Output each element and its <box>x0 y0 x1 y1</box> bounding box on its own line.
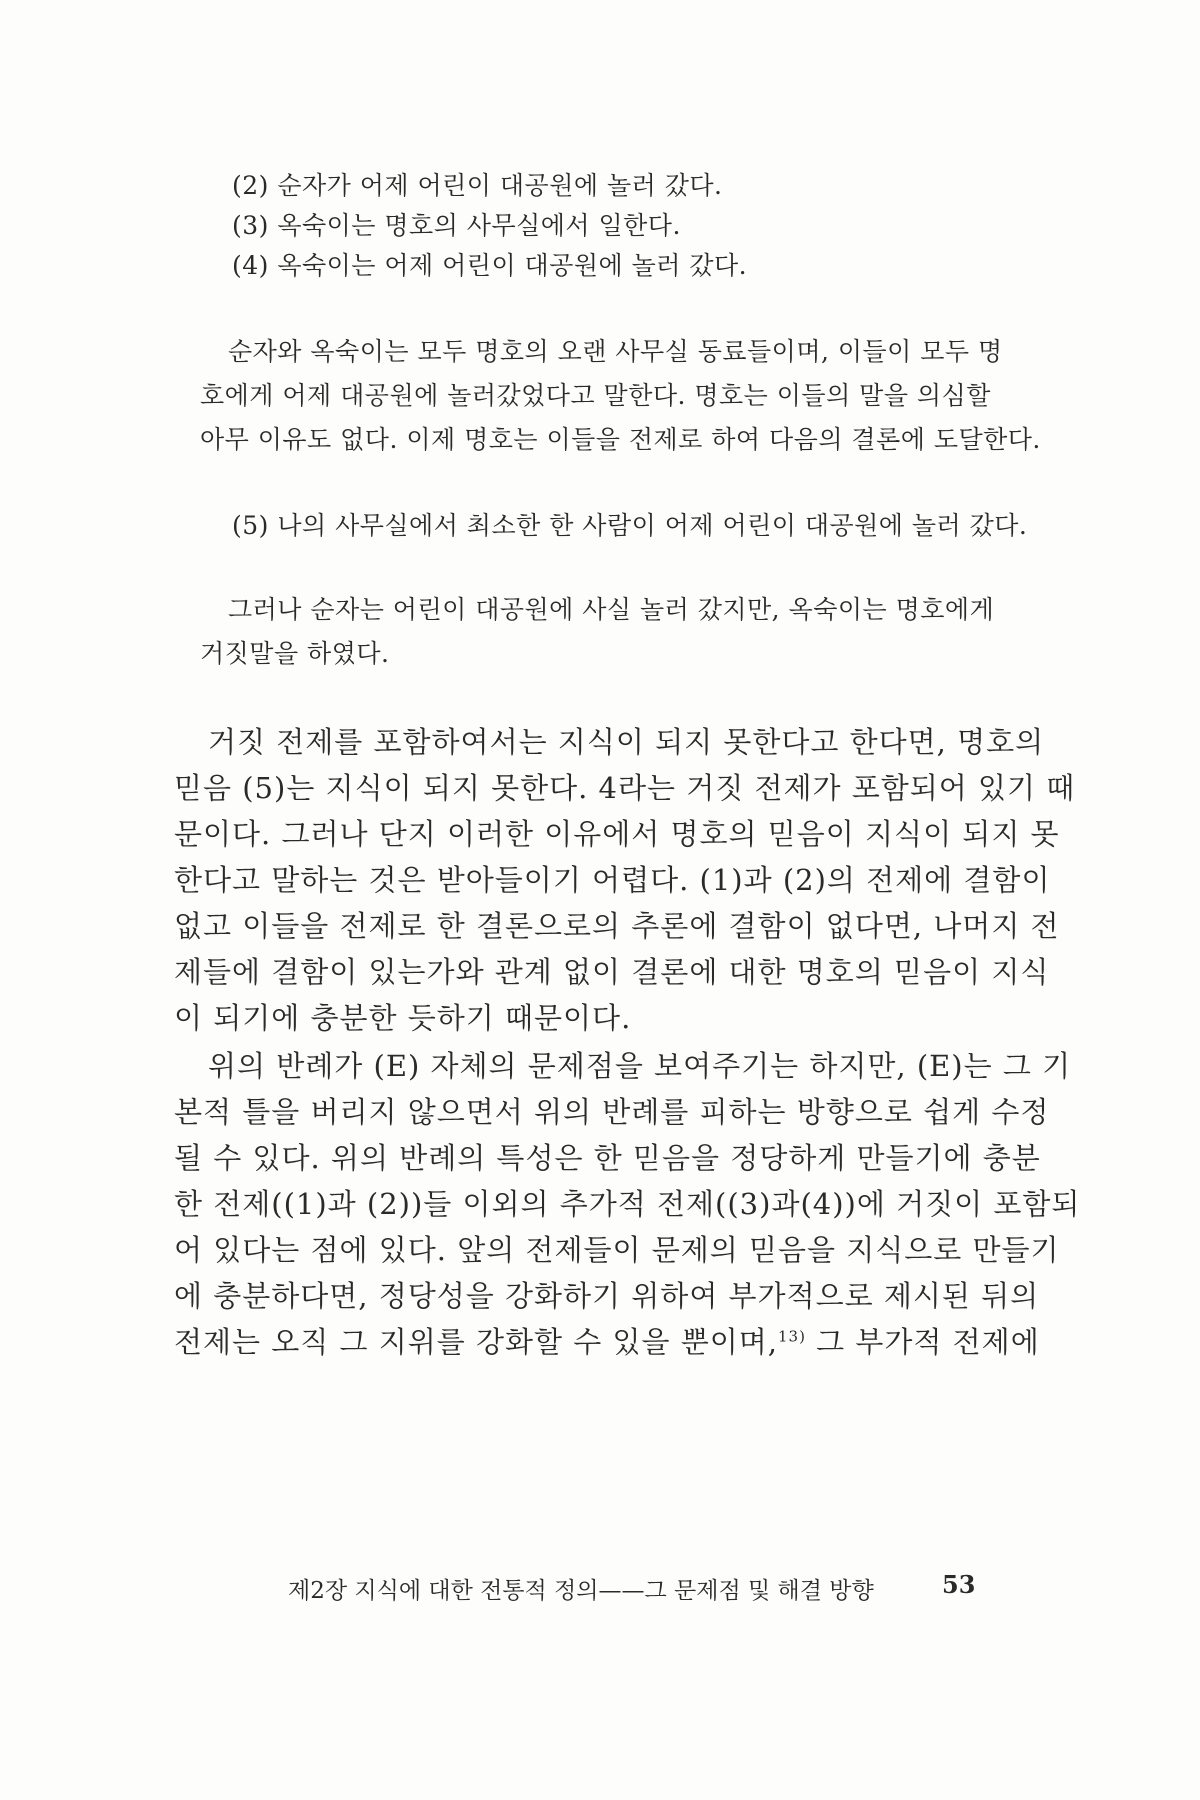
premise-3: (3) 옥숙이는 명호의 사무실에서 일한다. <box>232 211 681 240</box>
premise-4: (4) 옥숙이는 어제 어린이 대공원에 놀러 갔다. <box>232 251 748 280</box>
body-text-line: 없고 이들을 전제로 한 결론으로의 추론에 결함이 없다면, 나머지 전 <box>174 909 1060 943</box>
body-text-line: 될 수 있다. 위의 반례의 특성은 한 믿음을 정당하게 만들기에 충분 <box>174 1141 1041 1175</box>
body-text-line: 위의 반례가 (E) 자체의 문제점을 보여주기는 하지만, (E)는 그 기 <box>208 1049 1072 1083</box>
body-text-line: 에 충분하다면, 정당성을 강화하기 위하여 부가적으로 제시된 뒤의 <box>174 1279 1040 1313</box>
page-number: 53 <box>942 1570 976 1599</box>
footnote-reference[interactable]: 13) <box>778 1327 806 1346</box>
body-text-line: 제들에 결함이 있는가와 관계 없이 결론에 대한 명호의 믿음이 지식 <box>174 955 1050 989</box>
body-text-line <box>174 1320 1040 1361</box>
body-text-segment: 그 부가적 전제에 <box>805 1325 1040 1359</box>
body-text-line: 거짓 전제를 포함하여서는 지식이 되지 못한다고 한다면, 명호의 <box>208 725 1045 759</box>
conclusion-5: (5) 나의 사무실에서 최소한 한 사람이 어제 어린이 대공원에 놀러 갔다. <box>232 511 1028 540</box>
example-text-line: 호에게 어제 대공원에 놀러갔었다고 말한다. 명호는 이들의 말을 의심할 <box>200 381 991 410</box>
premise-2: (2) 순자가 어제 어린이 대공원에 놀러 갔다. <box>232 171 723 200</box>
example-text-line: 그러나 순자는 어린이 대공원에 사실 놀러 갔지만, 옥숙이는 명호에게 <box>228 595 995 624</box>
body-text-line: 한 전제((1)과 (2))들 이외의 추가적 전제((3)과(4))에 거짓이 포함되 <box>174 1187 1081 1221</box>
body-text-line: 문이다. 그러나 단지 이러한 이유에서 명호의 믿음이 지식이 되지 못 <box>174 817 1060 851</box>
body-text-line: 믿음 (5)는 지식이 되지 못한다. 4라는 거짓 전제가 포함되어 있기 때 <box>174 771 1076 805</box>
body-text-line: 본적 틀을 버리지 않으면서 위의 반례를 피하는 방향으로 쉽게 수정 <box>174 1095 1050 1129</box>
running-head: 제2장 지식에 대한 전통적 정의——그 문제점 및 해결 방향 <box>288 1578 874 1604</box>
example-text-line: 순자와 옥숙이는 모두 명호의 오랜 사무실 동료들이며, 이들이 모두 명 <box>228 337 1003 366</box>
body-text-line: 어 있다는 점에 있다. 앞의 전제들이 문제의 믿음을 지식으로 만들기 <box>174 1233 1060 1267</box>
example-text-line: 거짓말을 하였다. <box>200 639 390 668</box>
body-text-line: 한다고 말하는 것은 받아들이기 어렵다. (1)과 (2)의 전제에 결함이 <box>174 863 1051 897</box>
example-text-line: 아무 이유도 없다. 이제 명호는 이들을 전제로 하여 다음의 결론에 도달한다. <box>200 425 1041 454</box>
body-text-segment: 전제는 오직 그 지위를 강화할 수 있을 뿐이며, <box>174 1325 778 1359</box>
body-text-line: 이 되기에 충분한 듯하기 때문이다. <box>174 1001 632 1035</box>
